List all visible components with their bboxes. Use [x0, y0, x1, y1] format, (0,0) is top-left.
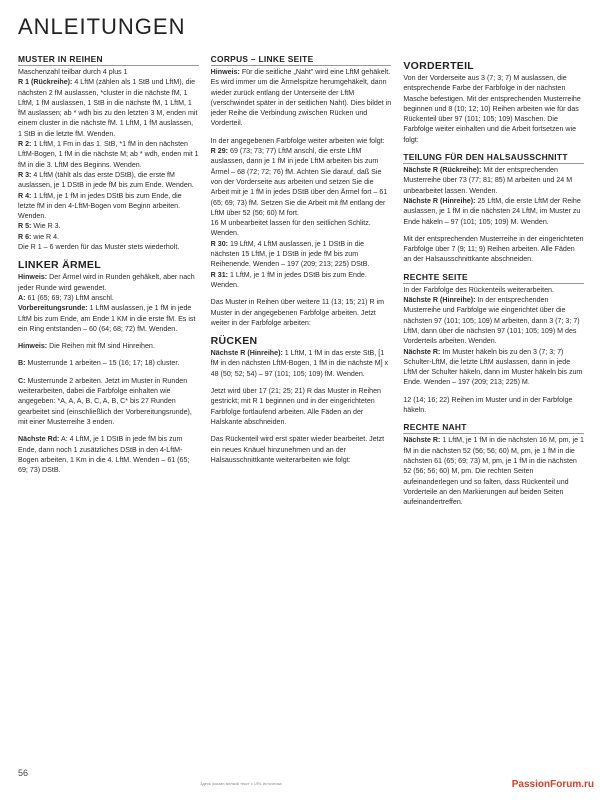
instruction-text: 1 LftM, je 1 fM in jedes DStB bis zum Ende, die letzte fM in den 4-LftM-Bogen vom Beginn arbeiten. Wenden.: [18, 191, 182, 221]
instruction-text: In der entsprechenden Musterreihe und Farbfolge wie eingerichtet über die nächsten 97 (101; 105; 109) M arbeiten, dann 3 (7; 3; 7) LftM, dann über die nächsten 97 (101; 105; 109) M des Vorderteils arbeiten. Wenden.: [403, 296, 580, 346]
instruction-text: Musterrunde 2 arbeiten. Jetzt im Muster in Runden weiterarbeiten, dabei die Farbfolge einhalten wie angegeben: *A, A, A, B, C, A, B, C* bis 27 Runden gearbeitet sind (einschließlich der Vorbereitungsrunde), mit einer Musterreihe 3 enden.: [18, 376, 192, 426]
instruction-text: Wenden.: [210, 229, 239, 238]
instruction-paragraph: [403, 165, 584, 196]
instruction-label: Nächste R (Hinreihe):: [210, 349, 283, 358]
instruction-text: 69 (73; 73; 77) LftM anschl, die erste LftM auslassen, dann je 1 fM in jede LftM arbeiten bis zum Ärmel – 68 (72; 72; 76) fM. Achten Sie darauf, daß Sie von der Vorderseite aus arbeiten und setzen Sie die Arbeit mit je 1 fM in jedes DStB über den Ärmel fort – 61 (65; 69; 73) fM. Setzen Sie die Arbeit mit fM entlang der LftM über 52 (56; 60) M fort.: [210, 147, 388, 217]
instruction-text: A: 4 LftM, je 1 DStB in jede fM bis zum Ende, dann noch 1 zusätzliches DStB in den 4-LftM-Bogen arbeiten, 1 Km in die 4. LftM. Wenden – 61 (65; 69; 73) DStB.: [18, 435, 190, 475]
instruction-label: Nächste R (Rückreihe):: [403, 166, 482, 175]
instruction-text: 19 LftM, 4 LftM auslassen, je 1 DStB in die nächsten 15 LftM, je 1 DStB in jede fM bis zum Reihenende. Wenden – 197 (209; 213; 225) DStB.: [210, 239, 370, 269]
instruction-label: A:: [18, 293, 26, 302]
footer-source-note: Здесь указан мелкий текст с URL источника: [200, 781, 282, 786]
instruction-paragraph: [18, 272, 199, 293]
instruction-label: R 3:: [18, 170, 32, 179]
instruction-paragraph: [18, 67, 199, 77]
instruction-label: R 5:: [18, 222, 32, 231]
instruction-paragraph: [18, 77, 199, 139]
instruction-text: 16 M unbearbeitet lassen für den seitlichen Schlitz.: [210, 219, 371, 228]
instruction-text: Jetzt wird über 17 (21; 25; 21) R das Muster in Reihen gestrickt; mit R 1 beginnen und in der eingerichteten Farbfolge fortlaufend arbeiten. Alle Fäden an der Halskante abschneiden.: [210, 387, 382, 426]
instruction-paragraph: [18, 191, 199, 222]
instruction-paragraph: [211, 136, 392, 146]
instruction-label: R 2:: [18, 140, 32, 149]
instruction-label: Nächste R (Hinreihe):: [403, 296, 476, 305]
instruction-paragraph: [211, 228, 392, 238]
instruction-text: In der angegebenen Farbfolge weiter arbeiten wie folgt:: [210, 136, 385, 145]
instruction-label: R 4:: [18, 191, 32, 200]
instruction-text: Für die seitliche „Naht" wird eine LftM gehäkelt. Es wird immer um die Ärmelspitze herumgehäkelt, dann wieder zurück entlang der Unterseite der LftM (verschwindet später in der seitlichen Naht). Dies bildet in jeder Reihe die Verbindung zwischen Rücken und Vorderteil.: [210, 68, 392, 128]
instruction-label: R 1 (Rückreihe):: [18, 78, 73, 87]
column-left: [18, 54, 199, 754]
instruction-text: 1 LftM, 1 fM in das erste StB, [1 fM in den nächsten LftM-Bogen, 1 fM in die nächste M] x 48 (50; 52; 54) – 97 (101; 105; 109) fM. Wenden.: [210, 349, 389, 378]
column-right: [403, 54, 584, 754]
instruction-paragraph: [403, 395, 584, 416]
instruction-paragraph: [18, 303, 199, 334]
section-heading: VORDERTEIL: [403, 60, 475, 72]
instruction-text: 61 (65; 69; 73) LftM anschl.: [25, 293, 114, 302]
instruction-paragraph: [18, 293, 199, 303]
instruction-paragraph: [211, 297, 392, 328]
instruction-paragraph: [403, 234, 584, 265]
column-middle: [211, 54, 392, 754]
instruction-text: 1 LftM, je 1 fM in die nächsten 16 M, pm, je 1 fM in die nächsten 52 (56; 56; 60) M, pm, je 1 fM in die nächsten 61 (65; 69; 73) M, pm, je 1 fM in die nächsten 52 (56; 56; 60) M, pm. Die rechten Seiten aufeinanderlegen und so falten, dass Rückenteil und Vorderteile an den Markierungen auf beiden Seiten aufeinandertreffen.: [403, 436, 584, 507]
instruction-paragraph: [18, 170, 199, 191]
instruction-paragraph: [211, 67, 392, 129]
instruction-text: wie R 4.: [31, 232, 60, 241]
instruction-paragraph: [18, 376, 199, 427]
instruction-paragraph: [211, 146, 392, 218]
page-title: ANLEITUNGEN: [18, 14, 186, 39]
instruction-paragraph: [18, 341, 199, 351]
instruction-text: Das Muster in Reihen über weitere 11 (13; 15; 21) R im Muster in der angegebenen Farbfolge arbeiten. Jetzt weiter in der Farbfolge arbeiten:: [210, 298, 385, 327]
instruction-text: In der Farbfolge des Rückenteils weiterarbeiten.: [403, 285, 554, 294]
instruction-text: Musterrunde 1 arbeiten – 15 (16; 17; 18) cluster.: [25, 359, 180, 368]
instruction-label: Nächste R:: [403, 347, 441, 356]
instruction-label: R 31:: [210, 270, 229, 279]
instruction-paragraph: [18, 139, 199, 170]
instruction-paragraph: [18, 434, 199, 475]
instruction-paragraph: [18, 221, 199, 231]
section-heading: RECHTE NAHT: [403, 422, 584, 434]
instruction-label: B:: [18, 359, 26, 368]
instruction-paragraph: [211, 218, 392, 228]
instruction-paragraph: [403, 435, 584, 507]
instruction-text: Die Reihen mit fM sind Hinreihen.: [47, 342, 155, 351]
instruction-label: R 29:: [210, 147, 229, 156]
instruction-text: 25 LftM, die erste LftM der Reihe auslassen, je 1 fM in die nächsten 24 LftM, im Muster zu Ende häkeln – 97 (101; 105; 109) M. Wenden.: [403, 196, 581, 226]
section-heading: RECHTE SEITE: [403, 272, 584, 284]
instruction-paragraph: [211, 386, 392, 427]
instruction-paragraph: [403, 73, 584, 145]
instruction-label: Hinweis:: [18, 342, 48, 351]
section-heading: RÜCKEN: [210, 335, 258, 348]
instruction-text: 1 LftM auslassen, je 1 fM in jede LftM bis zum Ende, am Ende 1 KM in die erste fM. Es ist ein Ring entstanden – 60 (64; 68; 72) fM. Wenden.: [18, 304, 196, 333]
section-heading: CORPUS – LINKE SEITE: [211, 54, 392, 66]
instruction-label: Nächste R (Hinreihe):: [403, 196, 476, 205]
instruction-label: Hinweis:: [210, 68, 240, 76]
instruction-text: Von der Vorderseite aus 3 (7; 3; 7) M auslassen, die entsprechende Farbe der Farbfolge in der nächsten Masche befestigen. Mit der entsprechenden Musterreihe beginnen und 8 (10; 12; 10) Reihen arbeiten wie für das Rückenteil über 97 (101; 105; 109) Maschen. Die Farbfolge weiter einhalten und die Arbeit fortsetzen wie folgt:: [403, 74, 581, 144]
instruction-text: Mit der entsprechenden Musterreihe in der eingerichteten Farbfolge über 7 (9; 11; 9) Reihen arbeiten. Alle Fäden an der Halsausschnittkante abschneiden.: [403, 234, 584, 264]
instruction-text: 1 LftM, je 1 fM in jedes DStB bis zum Ende. Wenden.: [210, 270, 367, 289]
instruction-paragraph: [403, 295, 584, 346]
instruction-text: 1 LftM, 1 Fm in das 1. StB, *1 fM in den nächsten LftM-Bogen, 1 fM in die nächste M; ab * wdh, enden mit 1 fM in die 3. LftM des Beginns. Wenden.: [18, 140, 199, 169]
instruction-paragraph: [211, 270, 392, 291]
instruction-text: Der Ärmel wird in Runden gehäkelt, aber nach jeder Runde wird gewendet.: [18, 273, 195, 292]
page-number: 56: [18, 768, 29, 778]
instruction-paragraph: [18, 242, 199, 252]
instruction-paragraph: [211, 348, 392, 379]
instruction-label: Hinweis:: [18, 273, 48, 282]
content-columns: [18, 54, 584, 754]
instruction-label: C:: [18, 376, 26, 385]
instruction-text: 4 LftM (tählt als das erste DStB), die erste fM auslassen, je 1 DStB in jede fM bis zum Ende. Wenden.: [18, 170, 194, 190]
instruction-paragraph: [403, 196, 584, 227]
instruction-text: Mit der entsprechenden Musterreihe über 73 (77; 81; 85) M arbeiten und 24 M unbearbeitet lassen. Wenden.: [403, 166, 573, 195]
instruction-label: Vorbereitungsrunde:: [18, 304, 88, 313]
instruction-paragraph: [403, 285, 584, 295]
instruction-paragraph: [18, 232, 199, 242]
instruction-text: Wie R 3.: [31, 222, 61, 231]
instruction-text: 12 (14; 16; 22) Reihen im Muster und in der Farbfolge häkeln.: [403, 395, 573, 415]
section-heading: LINKER ÄRMEL: [18, 259, 101, 272]
instruction-label: Nächste R:: [403, 436, 441, 445]
instruction-text: Das Rückenteil wird erst später wieder bearbeitet. Jetzt ein neues Knäuel hinzunehmen und an der Halsausschnittkante weiterarbeiten wie folgt:: [210, 435, 385, 464]
instruction-paragraph: [211, 434, 392, 465]
instruction-label: R 30:: [210, 239, 229, 248]
instruction-paragraph: [18, 358, 199, 368]
instruction-text: Die R 1 – 6 werden für das Muster stets wiederholt.: [18, 243, 180, 252]
instruction-text: 4 LftM (zählen als 1 StB und LftM), die nächsten 2 fM auslassen, *cluster in die nächste fM, 1 LftM, 1 fM auslassen, 1 StB in die nächste fM, 1 LftM, 1 fM auslassen; ab * wdh bis zu den letzten 3 M, enden mit einem cluster in die nächste fM. 1 LftM, 1 fM auslassen, 1 StB in die letzte fM. Wenden.: [18, 78, 198, 138]
instruction-label: Nächste Rd:: [18, 435, 60, 444]
instruction-label: R 6:: [18, 232, 32, 241]
watermark-brand: PassionForum.ru: [511, 779, 594, 790]
instruction-text: Im Muster häkeln bis zu den 3 (7; 3; 7) Schulter-LftM, die letzte LftM auslassen, dann in jede LftM der Schulter häkeln, dann im Muster häkeln bis zum Ende. Wenden – 197 (209; 213; 225) M.: [403, 347, 583, 387]
section-heading: MUSTER IN REIHEN: [18, 54, 199, 66]
instruction-text: Maschenzahl teilbar durch 4 plus 1: [18, 68, 128, 76]
instruction-paragraph: [211, 239, 392, 270]
instruction-paragraph: [403, 347, 584, 388]
section-heading: TEILUNG FÜR DEN HALSAUSSCHNITT: [403, 152, 584, 164]
